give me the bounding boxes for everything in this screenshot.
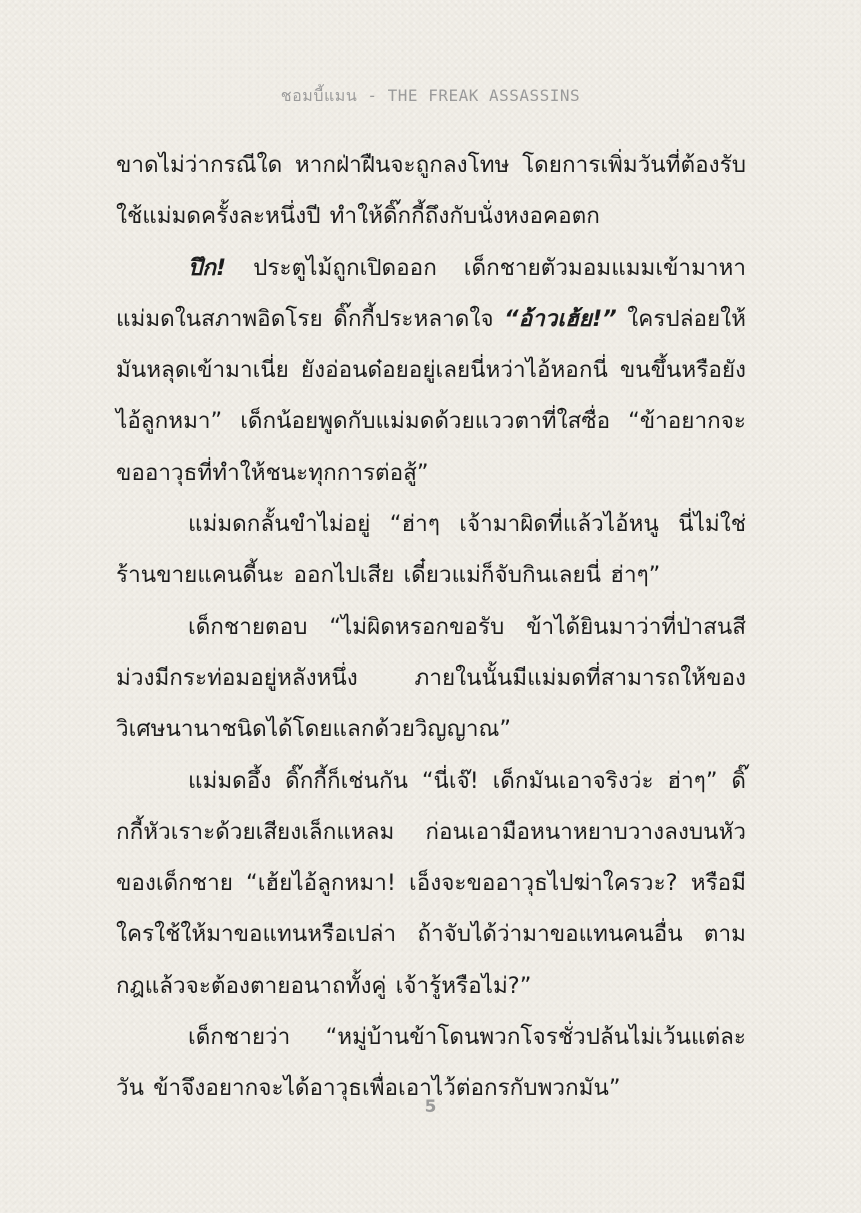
paragraph-text: ใครปล่อยให้มันหลุดเข้ามาเนี่ย ยังอ่อนด๋อยอยู่เลยนี่หว่าไอ้หอกนี่ ขนขึ้นหรือยังไอ้ลูกหมา” เด็กน้อยพูดกับแม่มดด้วยแววตาที่ใสซื่อ “ข้าอยากจะขออาวุธที่ทำให้ชนะทุกการต่อสู้” xyxy=(116,305,747,486)
body-text xyxy=(116,140,746,1115)
paragraph-2 xyxy=(116,243,746,499)
paragraph-text: ประตูไม้ถูกเปิดออก เด็กชายตัวมอมแมมเข้ามาหาแม่มดในสภาพอิดโรย ดิ๊กกี้ประหลาดใจ xyxy=(116,254,746,332)
running-header: ชอมบี้แมน - THE FREAK ASSASSINS xyxy=(280,86,581,105)
emphasized-quote: “อ้าวเฮ้ย!” xyxy=(504,305,617,332)
paragraph-text: เด็กชายว่า “หมู่บ้านข้าโดนพวกโจรชั่วปล้นไม่เว้นแต่ละวัน ข้าจึงอยากจะได้อาวุธเพื่อเอาไว้ต่อกรกับพวกมัน” xyxy=(116,1024,746,1102)
paragraph-5 xyxy=(116,756,746,1012)
paragraph-3 xyxy=(116,499,746,602)
page-number: 5 xyxy=(424,1097,437,1117)
paragraph-4 xyxy=(116,602,746,756)
paragraph-1 xyxy=(116,140,746,243)
paragraph-text: เด็กชายตอบ “ไม่ผิดหรอกขอรับ ข้าได้ยินมาว่าที่ป่าสนสีม่วงมีกระท่อมอยู่หลังหนึ่ง ภายในนั้นมีแม่มดที่สามารถให้ของวิเศษนานาชนิดได้โดยแลกด้วยวิญญาณ” xyxy=(116,613,746,743)
sound-effect-text: ปึก! xyxy=(188,254,227,281)
paragraph-text: ขาดไม่ว่ากรณีใด หากฝ่าฝืนจะถูกลงโทษ โดยการเพิ่มวันที่ต้องรับใช้แม่มดครั้งละหนึ่งปี ทำให้ดิ๊กกี้ถึงกับนั่งหงอคอตก xyxy=(116,152,746,230)
paragraph-text: แม่มดอึ้ง ดิ๊กกี้ก็เช่นกัน “นี่เจ๊! เด็กมันเอาจริงว่ะ ฮ่าๆ” ดิ๊กกี้หัวเราะด้วยเสียงเล็กแหลม ก่อนเอามือหนาหยาบวางลงบนหัวของเด็กชาย “เฮ้ยไอ้ลูกหมา! เอ็งจะขออาวุธไปฆ่าใครวะ? หรือมีใครใช้ให้มาขอแทนหรือเปล่า ถ้าจับได้ว่ามาขอแทนคนอื่น ตามกฎแล้วจะต้องตายอนาถทั้งคู่ เจ้ารู้หรือไม่?” xyxy=(116,767,746,999)
paragraph-text: แม่มดกลั้นขำไม่อยู่ “ฮ่าๆ เจ้ามาผิดที่แล้วไอ้หนู นี่ไม่ใช่ร้านขายแคนดี้นะ ออกไปเสีย เดี๋ยวแม่ก็จับกินเลยนี่ ฮ่าๆ” xyxy=(116,511,746,589)
